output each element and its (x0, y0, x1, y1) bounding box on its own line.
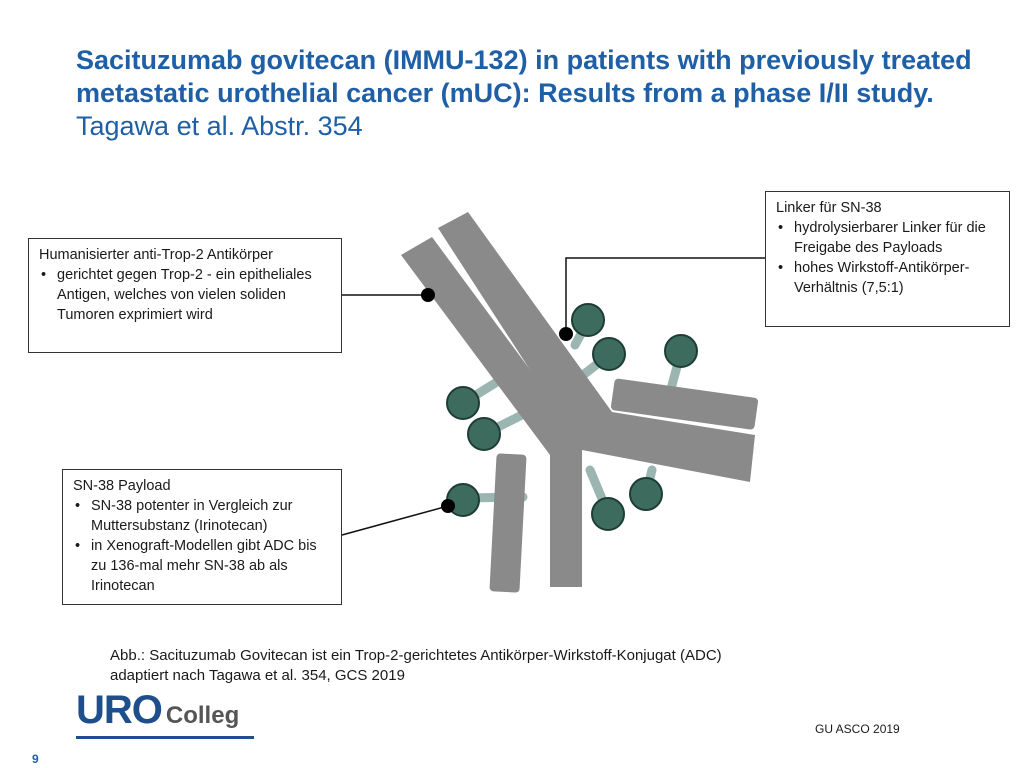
callout-line-payload (342, 506, 448, 535)
payload-circle (468, 418, 500, 450)
payload-circle (447, 387, 479, 419)
figure-caption (110, 646, 722, 686)
antibody-callout-list (39, 265, 331, 325)
callout-dot-antibody (421, 288, 435, 302)
list-item: • in Xenograft-Modellen gibt ADC bis zu 136-mal mehr SN-38 ab als Irinotecan (73, 536, 331, 596)
linker-callout (765, 191, 1010, 327)
payload-circle (572, 304, 604, 336)
light-chain-bottom (489, 453, 526, 592)
antibody-callout (28, 238, 342, 353)
logo-part-uro: URO (76, 688, 162, 732)
caption-line-1: Abb.: Sacituzumab Govitecan ist ein Trop-2-gerichtetes Antikörper-Wirkstoff-Konjugat (ADC) (110, 647, 722, 664)
payload-circle (665, 335, 697, 367)
payload-circle (593, 338, 625, 370)
title-main: Sacituzumab govitecan (IMMU-132) in patients with previously treated metastatic urothelial cancer (mUC): Results from a phase I/II study. (76, 45, 972, 108)
linker-callout-list (776, 218, 999, 298)
payload-circle (592, 498, 624, 530)
antibody-callout-title: Humanisierter anti-Trop-2 Antikörper (39, 247, 273, 263)
logo-underline (76, 736, 254, 739)
uro-colleg-logo (76, 690, 239, 736)
footer-source: GU ASCO 2019 (815, 722, 900, 736)
payload-callout-title: SN-38 Payload (73, 478, 171, 494)
list-item: • hydrolysierbarer Linker für die Freigabe des Payloads (776, 218, 999, 258)
callout-dot-payload (441, 499, 455, 513)
caption-line-2: adaptiert nach Tagawa et al. 354, GCS 2019 (110, 667, 405, 684)
linker-callout-title: Linker für SN-38 (776, 200, 882, 216)
payload-callout-list (73, 496, 331, 596)
payload-circle (630, 478, 662, 510)
list-item: • gerichtet gegen Trop-2 - ein epitheliales Antigen, welches von vielen soliden Tumoren exprimiert wird (39, 265, 331, 325)
payload-callout (62, 469, 342, 605)
title-author: Tagawa et al. Abstr. 354 (76, 111, 363, 141)
list-item: • hohes Wirkstoff-Antikörper-Verhältnis (7,5:1) (776, 258, 999, 298)
page-number: 9 (32, 752, 39, 766)
callout-dot-linker (559, 327, 573, 341)
list-item: • SN-38 potenter in Vergleich zur Muttersubstanz (Irinotecan) (73, 496, 331, 536)
logo-part-colleg: Colleg (165, 702, 240, 729)
